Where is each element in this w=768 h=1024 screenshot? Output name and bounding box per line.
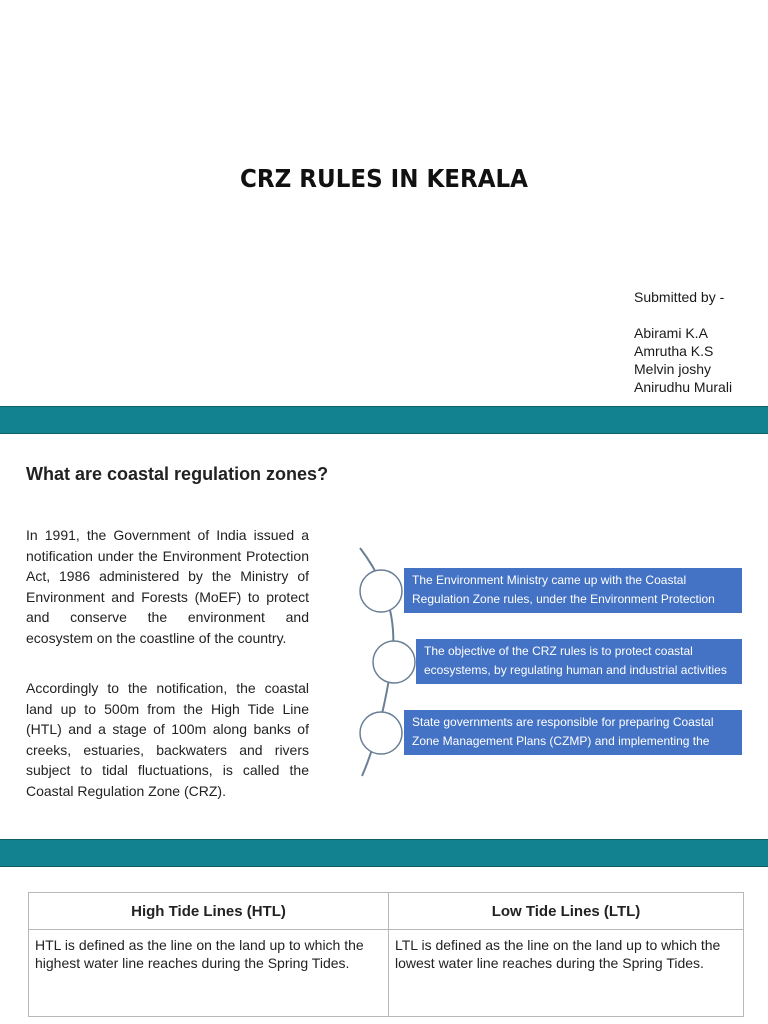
- slide-title: CRZ RULES IN KERALA: [240, 164, 528, 193]
- author-name: Amrutha K.S: [634, 343, 714, 359]
- submitted-by-block: [634, 288, 732, 396]
- section-heading: What are coastal regulation zones?: [26, 464, 329, 484]
- crz-definition-paragraph: Accordingly to the notification, the coastal land up to 500m from the High Tide Line (HTL) and a stage of 100m along banks of creeks, estuaries, backwaters and rivers subject to tidal fluctuations, is called the Coastal Regulation Zone (CRZ).: [26, 680, 309, 799]
- diagram-bullet-circle: [373, 641, 415, 683]
- author-name: Melvin joshy: [634, 361, 712, 377]
- table-cell: HTL is defined as the line on the land up to which the highest water line reaches during the Spring Tides.: [29, 930, 389, 1017]
- slide-divider-band: [0, 839, 768, 867]
- crz-diagram: [352, 540, 760, 780]
- slide-divider-band: [0, 406, 768, 434]
- diagram-item: State governments are responsible for preparing Coastal Zone Management Plans (CZMP) and implementing the CRZ rules.: [404, 710, 742, 755]
- diagram-item: The Environment Ministry came up with the Coastal Regulation Zone rules, under the Environment Protection Act.: [404, 568, 742, 613]
- author-name: Anirudhu Murali: [634, 379, 733, 395]
- diagram-item: The objective of the CRZ rules is to protect coastal ecosystems, by regulating human and industrial activities near the coastline.: [416, 639, 742, 684]
- table-cell: LTL is defined as the line on the land up to which the lowest water line reaches during the Spring Tides.: [389, 930, 744, 1017]
- diagram-bullet-circle: [360, 570, 402, 612]
- submitted-by-label: Submitted by -: [634, 289, 725, 305]
- diagram-bullet-circle: [360, 712, 402, 754]
- table-header: High Tide Lines (HTL): [29, 893, 389, 930]
- tide-lines-table: [28, 892, 744, 1017]
- author-name: Abirami K.A: [634, 325, 708, 341]
- intro-paragraph: In 1991, the Government of India issued a notification under the Environment Protection Act, 1986 administered by the Ministry of Environment and Forests (MoEF) to protect and conserve the environment and ecosystem on the coastline of the country.: [26, 527, 309, 646]
- table-row: [29, 930, 744, 1017]
- table-header: Low Tide Lines (LTL): [389, 893, 744, 930]
